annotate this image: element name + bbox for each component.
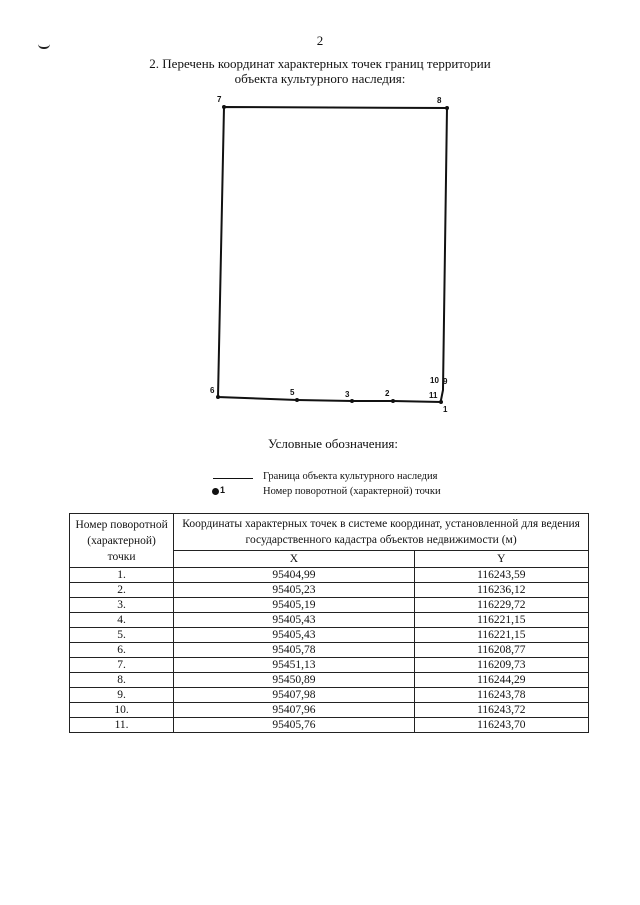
cell-y: 116221,15 <box>414 613 588 628</box>
point-marker-2 <box>391 399 395 403</box>
cell-x: 95405,78 <box>174 643 414 658</box>
table-row <box>70 703 589 718</box>
table-row <box>70 598 589 613</box>
point-label-1: 1 <box>443 405 448 414</box>
cell-number: 7. <box>70 658 174 673</box>
cell-number: 10. <box>70 703 174 718</box>
coordinates-table <box>69 513 589 733</box>
point-label-5: 5 <box>290 388 295 397</box>
cell-x: 95405,43 <box>174 613 414 628</box>
cell-y: 116208,77 <box>414 643 588 658</box>
cell-y: 116243,78 <box>414 688 588 703</box>
point-label-3: 3 <box>345 390 350 399</box>
legend-boundary-label: Граница объекта культурного наследия <box>263 471 438 482</box>
table-row <box>70 628 589 643</box>
legend-point-marker-label: 1 <box>220 485 226 495</box>
header-point-number: Номер поворотной (характерной) точки <box>70 514 174 568</box>
boundary-polygon <box>218 107 447 402</box>
cell-y: 116243,72 <box>414 703 588 718</box>
cell-x: 95450,89 <box>174 673 414 688</box>
cell-x: 95405,43 <box>174 628 414 643</box>
cell-number: 6. <box>70 643 174 658</box>
point-marker-7 <box>222 105 226 109</box>
cell-number: 3. <box>70 598 174 613</box>
cell-number: 4. <box>70 613 174 628</box>
point-label-2: 2 <box>385 389 390 398</box>
table-row <box>70 583 589 598</box>
boundary-plan <box>0 0 640 430</box>
cell-x: 95405,19 <box>174 598 414 613</box>
point-marker-1 <box>439 400 443 404</box>
cell-y: 116243,59 <box>414 568 588 583</box>
table-row <box>70 673 589 688</box>
point-label-9: 9 <box>443 377 448 386</box>
legend-point-label: Номер поворотной (характерной) точки <box>263 486 441 497</box>
cell-number: 11. <box>70 718 174 733</box>
table-row <box>70 568 589 583</box>
header-x: X <box>174 551 414 568</box>
cell-y: 116229,72 <box>414 598 588 613</box>
cell-number: 1. <box>70 568 174 583</box>
point-label-7: 7 <box>217 95 222 104</box>
point-marker-8 <box>445 106 449 110</box>
legend-boundary-line <box>213 478 253 479</box>
point-label-10: 10 <box>430 376 439 385</box>
point-label-8: 8 <box>437 96 442 105</box>
table-row <box>70 613 589 628</box>
point-marker-3 <box>350 399 354 403</box>
legend-heading: Условные обозначения: <box>267 436 399 451</box>
point-label-11: 11 <box>429 391 438 400</box>
table-row <box>70 718 589 733</box>
title-line-2: объекта культурного наследия: <box>234 71 406 86</box>
point-marker-6 <box>216 395 220 399</box>
table-row <box>70 658 589 673</box>
point-label-6: 6 <box>210 386 215 395</box>
cell-y: 116209,73 <box>414 658 588 673</box>
table-header-row <box>70 514 589 551</box>
cell-x: 95404,99 <box>174 568 414 583</box>
cell-number: 5. <box>70 628 174 643</box>
table-row <box>70 688 589 703</box>
table-row <box>70 643 589 658</box>
header-coordinates: Координаты характерных точек в системе координат, установленной для ведения государственного кадастра объектов недвижимости (м) <box>174 514 589 551</box>
header-y: Y <box>414 551 588 568</box>
cell-x: 95451,13 <box>174 658 414 673</box>
cell-x: 95407,96 <box>174 703 414 718</box>
point-marker-5 <box>295 398 299 402</box>
cell-x: 95405,76 <box>174 718 414 733</box>
title-line-1: 2. Перечень координат характерных точек границ территории <box>149 56 491 71</box>
cell-number: 9. <box>70 688 174 703</box>
cell-x: 95407,98 <box>174 688 414 703</box>
legend-point-dot <box>212 488 219 495</box>
cell-number: 2. <box>70 583 174 598</box>
cell-y: 116236,12 <box>414 583 588 598</box>
cell-y: 116243,70 <box>414 718 588 733</box>
page-number: 2 <box>316 33 324 48</box>
cell-y: 116221,15 <box>414 628 588 643</box>
cell-number: 8. <box>70 673 174 688</box>
cell-x: 95405,23 <box>174 583 414 598</box>
cell-y: 116244,29 <box>414 673 588 688</box>
